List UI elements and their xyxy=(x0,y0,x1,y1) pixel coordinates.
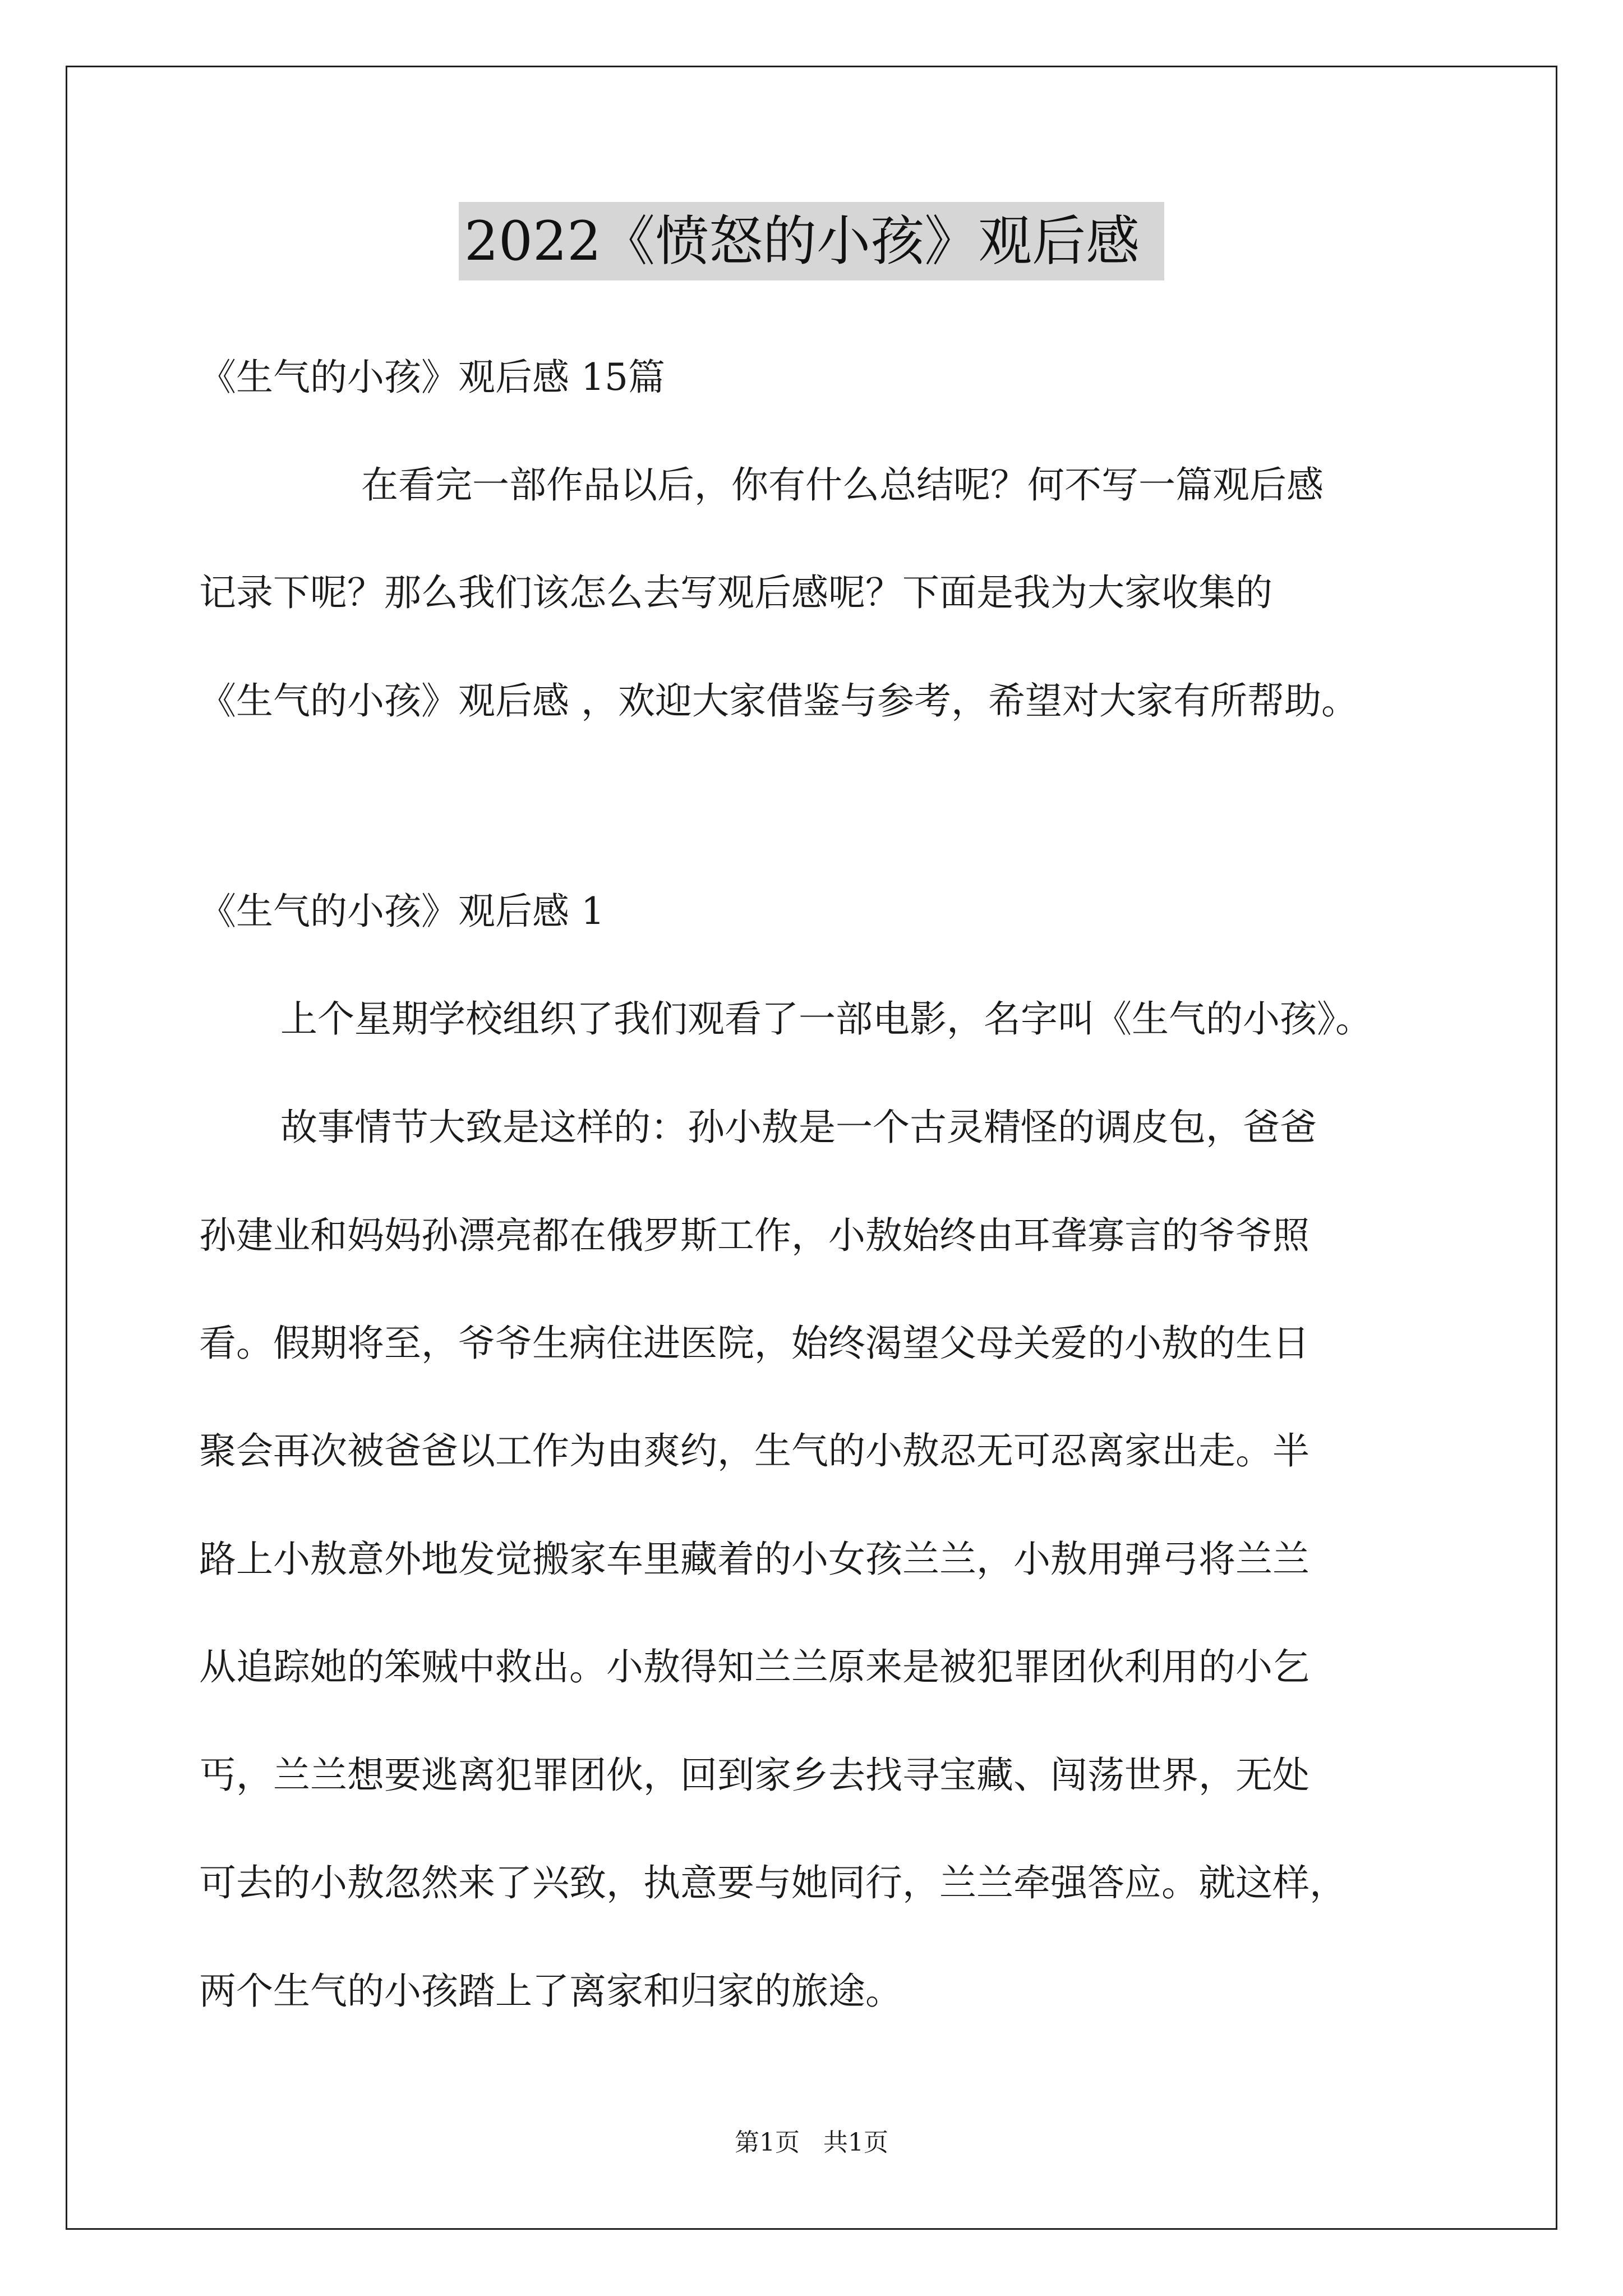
body-line: 孙建业和妈妈孙漂亮都在俄罗斯工作，小敖始终由耳聋寡言的爷爷照 xyxy=(199,1214,1310,1257)
intro-line: 记录下呢？那么我们该怎么去写观后感呢？下面是我为大家收集的 xyxy=(199,571,1272,614)
intro-line: 《生气的小孩》观后感 ，欢迎大家借鉴与参考，希望对大家有所帮助。 xyxy=(199,679,1358,723)
document-title: 2022《愤怒的小孩》观后感 xyxy=(459,202,1164,280)
body-line: 上个星期学校组织了我们观看了一部电影，名字叫《生气的小孩》。 xyxy=(280,997,1372,1041)
body-line: 故事情节大致是这样的：孙小敖是一个古灵精怪的调皮包，爸爸 xyxy=(280,1106,1317,1149)
body-line: 丐，兰兰想要逃离犯罪团伙，回到家乡去找寻宝藏、闯荡世界，无处 xyxy=(199,1754,1310,1797)
section-heading: 《生气的小孩》观后感 1 xyxy=(199,890,605,933)
title-container xyxy=(0,202,1623,280)
body-line: 聚会再次被爸爸以工作为由爽约，生气的小敖忍无可忍离家出走。半 xyxy=(199,1429,1310,1473)
body-line: 可去的小敖忽然来了兴致，执意要与她同行，兰兰牵强答应。就这样， xyxy=(199,1861,1347,1904)
body-line: 路上小敖意外地发觉搬家车里藏着的小女孩兰兰，小敖用弹弓将兰兰 xyxy=(199,1538,1310,1581)
document-subtitle: 《生气的小孩》观后感 15篇 xyxy=(199,356,665,399)
intro-line: 在看完一部作品以后，你有什么总结呢？何不写一篇观后感 xyxy=(361,463,1324,507)
body-line: 看。假期将至，爷爷生病住进医院，始终渴望父母关爱的小敖的生日 xyxy=(199,1322,1310,1365)
body-line: 从追踪她的笨贼中救出。小敖得知兰兰原来是被犯罪团伙利用的小乞 xyxy=(199,1645,1310,1688)
page-footer: 第1页 共1页 xyxy=(735,2128,888,2157)
body-line: 两个生气的小孩踏上了离家和归家的旅途。 xyxy=(199,1970,902,2013)
